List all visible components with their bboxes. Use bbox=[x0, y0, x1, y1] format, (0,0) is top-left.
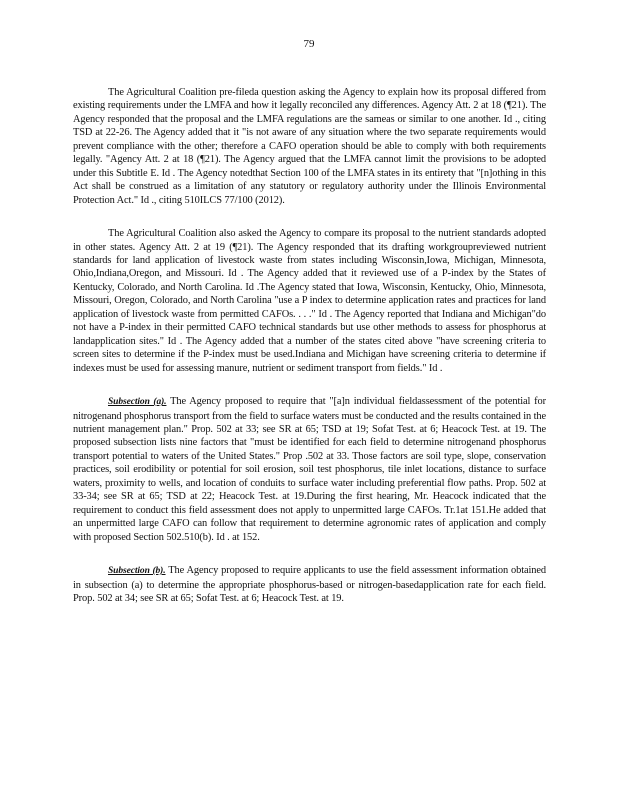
paragraph-text: The Agency proposed to require that "[a]n individual fieldassessment of the potential for nitrogenand phosphorus transport from the field to surface waters must be conducted and the results contained in the nutrient management plan." Prop. 502 at 33; see SR at 65; TSD at 19; Sofat Test. at 6; Heacock Test. at 19. The proposed subsection lists nine factors that "must be identified for each field to determine nitrogenand phosphorus transport potential to waters of the United States." Prop .502 at 33. Those factors are soil type, slope, conservation practices, soil erodibility or potential for soil erosion, soil test phosphorus, tile inlet locations, distance to surface waters, proximity to wells, and location of conduits to surface water including preferential flow paths. Prop. 502 at 33-34; see SR at 65; TSD at 22; Heacock Test. at 19.During the first hearing, Mr. Heacock indicated that the requirement to conduct this field assessment does not apply to unpermitted large CAFOs. Tr.1at 151.He added that an unpermitted large CAFO can follow that requirement to determine agronomic rates of application and comply with proposed Section 502.510(b). Id . at 152. bbox=[73, 396, 546, 543]
subsection-heading: Subsection (a). bbox=[108, 397, 167, 408]
paragraph-subsection-b bbox=[73, 564, 546, 605]
subsection-heading: Subsection (b). bbox=[108, 566, 166, 577]
paragraph-subsection-a bbox=[73, 395, 546, 544]
paragraph-text: The Agricultural Coalition also asked the Agency to compare its proposal to the nutrient standards adopted in other states. Agency Att. 2 at 19 (¶21). The Agency responded that its drafting workgroupreviewed nutrient standards for land application of livestock waste from states including Wisconsin,Iowa, Michigan, Minnesota, Ohio,Indiana,Oregon, and Missouri. Id . The Agency added that it reviewed use of a P-index by the States of Kentucky, Colorado, and North Carolina. Id .The Agency stated that Iowa, Wisconsin, Kentucky, Ohio, Minnesota, Missouri, Oregon, Colorado, and North Carolina "use a P index to determine application rates and practices for land application of livestock waste from permitted CAFOs. . . ." Id . The Agency reported that Indiana and Michigan"do not have a P-index in their permitted CAFO technical standards but use other methods to assess for phosphorus at landapplication sites." Id . The Agency added that a number of the states cited above "have screening criteria to screen sites to determine if the P-index must be used.Indiana and Michigan have screening criteria to determine if indexes must be used for assessing manure, nutrient or sediment transport from fields." Id . bbox=[73, 228, 546, 374]
paragraph-text: The Agricultural Coalition pre-fileda question asking the Agency to explain how its proposal differed from existing requirements under the LMFA and how it legally reconciled any differences. Agency Att. 2 at 18 (¶21). The Agency responded that the proposal and the LMFA regulations are the sameas or similar to one another. Id ., citing TSD at 22-26. The Agency added that it "is not aware of any situation where the two separate requirements would prevent compliance with the other; therefore a CAFO operation should be able to comply with both requirements legally. "Agency Att. 2 at 18 (¶21). The Agency argued that the LMFA cannot limit the provisions to be adopted under this Subtitle E. Id . The Agency notedthat Section 100 of the LMFA states in its entirety that "[n]othing in this Act shall be construed as a limitation of any statutory or regulatory authority under the Illinois Environmental Protection Act." Id ., citing 510ILCS 77/100 (2012). bbox=[73, 87, 546, 206]
paragraph-text: The Agency proposed to require applicants to use the field assessment information obtained in subsection (a) to determine the appropriate phosphorus-based or nitrogen-basedapplication rate for each field. Prop. 502 at 34; see SR at 65; Sofat Test. at 6; Heacock Test. at 19. bbox=[73, 565, 546, 604]
paragraph-other-states bbox=[73, 227, 546, 375]
page-number: 79 bbox=[303, 38, 315, 50]
paragraph-lmfa-comparison bbox=[73, 86, 546, 207]
document-body bbox=[73, 86, 546, 625]
